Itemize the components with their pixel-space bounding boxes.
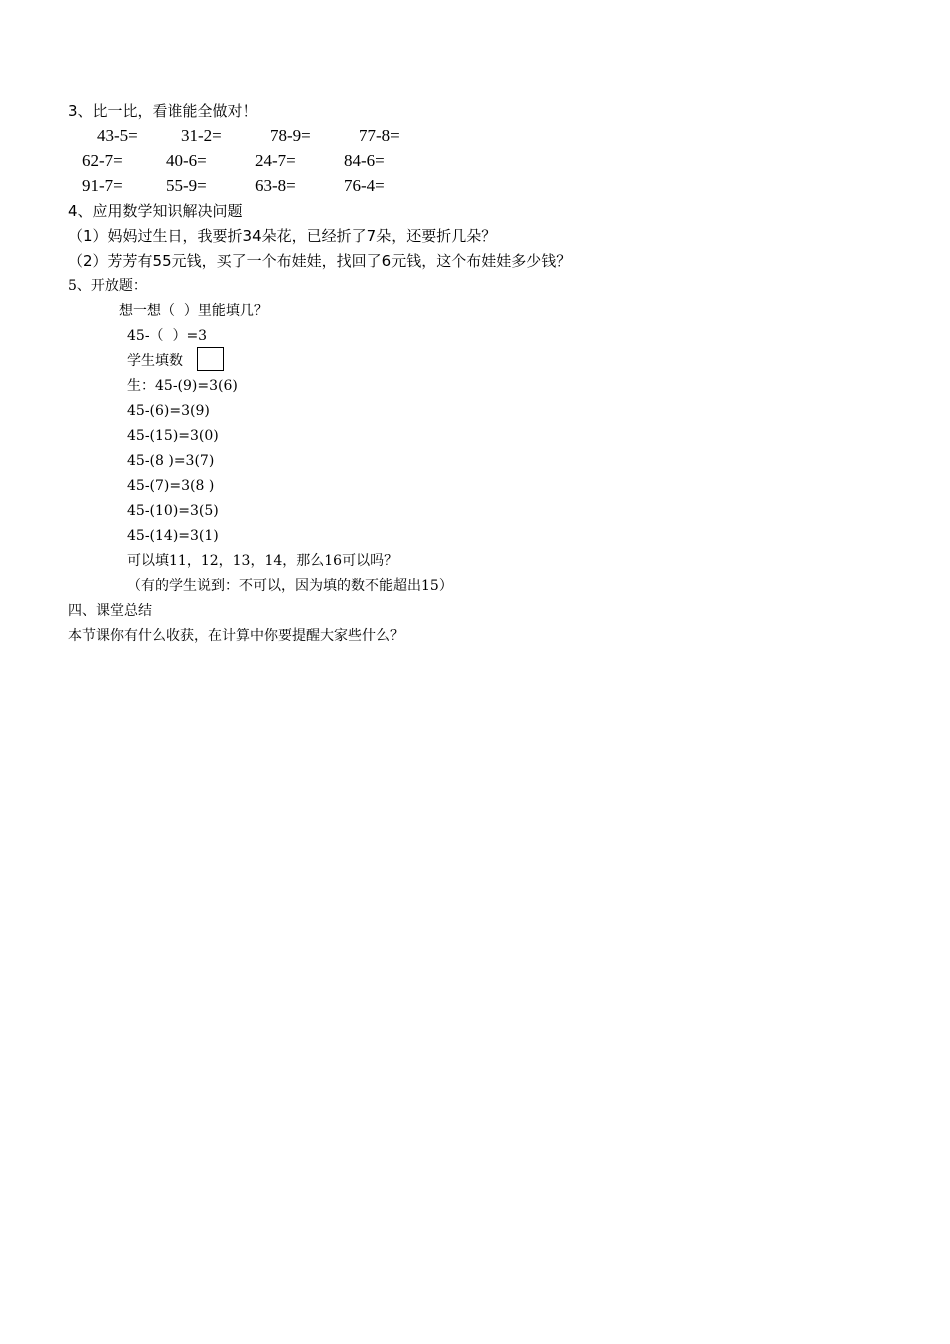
answer-line: 45-(15)=3(0)	[127, 428, 219, 444]
exercise-item: 24-7=	[255, 151, 296, 170]
answer-line: 45-(6)=3(9)	[127, 403, 210, 419]
student-reply: （有的学生说到：不可以，因为填的数不能超出15）	[127, 578, 453, 594]
exercise-item: 76-4=	[344, 176, 385, 195]
answer-line: 45-(14)=3(1)	[127, 528, 219, 544]
problem-number: 34	[242, 227, 262, 245]
section-5-title: 5、开放题：	[68, 278, 147, 294]
answer-line: 生：45-(9)=3(6)	[127, 378, 238, 394]
exercise-item: 63-8=	[255, 176, 296, 195]
problem-text: （2）芳芳有	[68, 252, 153, 270]
summary-title: 四、课堂总结	[68, 603, 152, 619]
exercise-item: 78-9=	[270, 126, 311, 145]
word-problem-1	[68, 226, 496, 246]
answer-line: 45-(10)=3(5)	[127, 503, 219, 519]
open-equation: 45-（ ）=3	[127, 328, 208, 344]
problem-text: 元钱，这个布娃娃多少钱？	[391, 252, 572, 270]
problem-text: （1）妈妈过生日，我要折	[68, 227, 243, 245]
problem-number: 55	[152, 252, 172, 270]
exercise-item: 91-7=	[82, 176, 123, 195]
problem-text: 朵，还要折几朵？	[376, 227, 497, 245]
problem-text: 朵花，已经折了	[261, 227, 367, 245]
summary-text: 本节课你有什么收获，在计算中你要提醒大家些什么？	[68, 628, 404, 644]
problem-number: 7	[366, 227, 377, 245]
exercise-item: 77-8=	[359, 126, 400, 145]
exercise-item: 40-6=	[166, 151, 207, 170]
section-4-title: 4、应用数学知识解决问题	[68, 202, 243, 220]
answer-line: 45-(7)=3(8 )	[127, 478, 215, 494]
problem-number: 6	[381, 252, 392, 270]
fill-label: 学生填数	[127, 353, 183, 369]
section-3-title: 3、比一比，看谁能全做对！	[68, 102, 258, 120]
exercise-item: 43-5=	[97, 126, 138, 145]
answer-line: 45-(8 )=3(7)	[127, 453, 215, 469]
exercise-item: 84-6=	[344, 151, 385, 170]
word-problem-2	[68, 251, 571, 271]
exercise-item: 62-7=	[82, 151, 123, 170]
exercise-item: 55-9=	[166, 176, 207, 195]
exercise-item: 31-2=	[181, 126, 222, 145]
open-question-prompt: 想一想（ ）里能填几？	[119, 303, 268, 319]
answer-box	[197, 347, 224, 371]
problem-text: 元钱，买了一个布娃娃，找回了	[171, 252, 382, 270]
follow-up-question: 可以填11，12，13，14，那么16可以吗？	[127, 553, 399, 569]
